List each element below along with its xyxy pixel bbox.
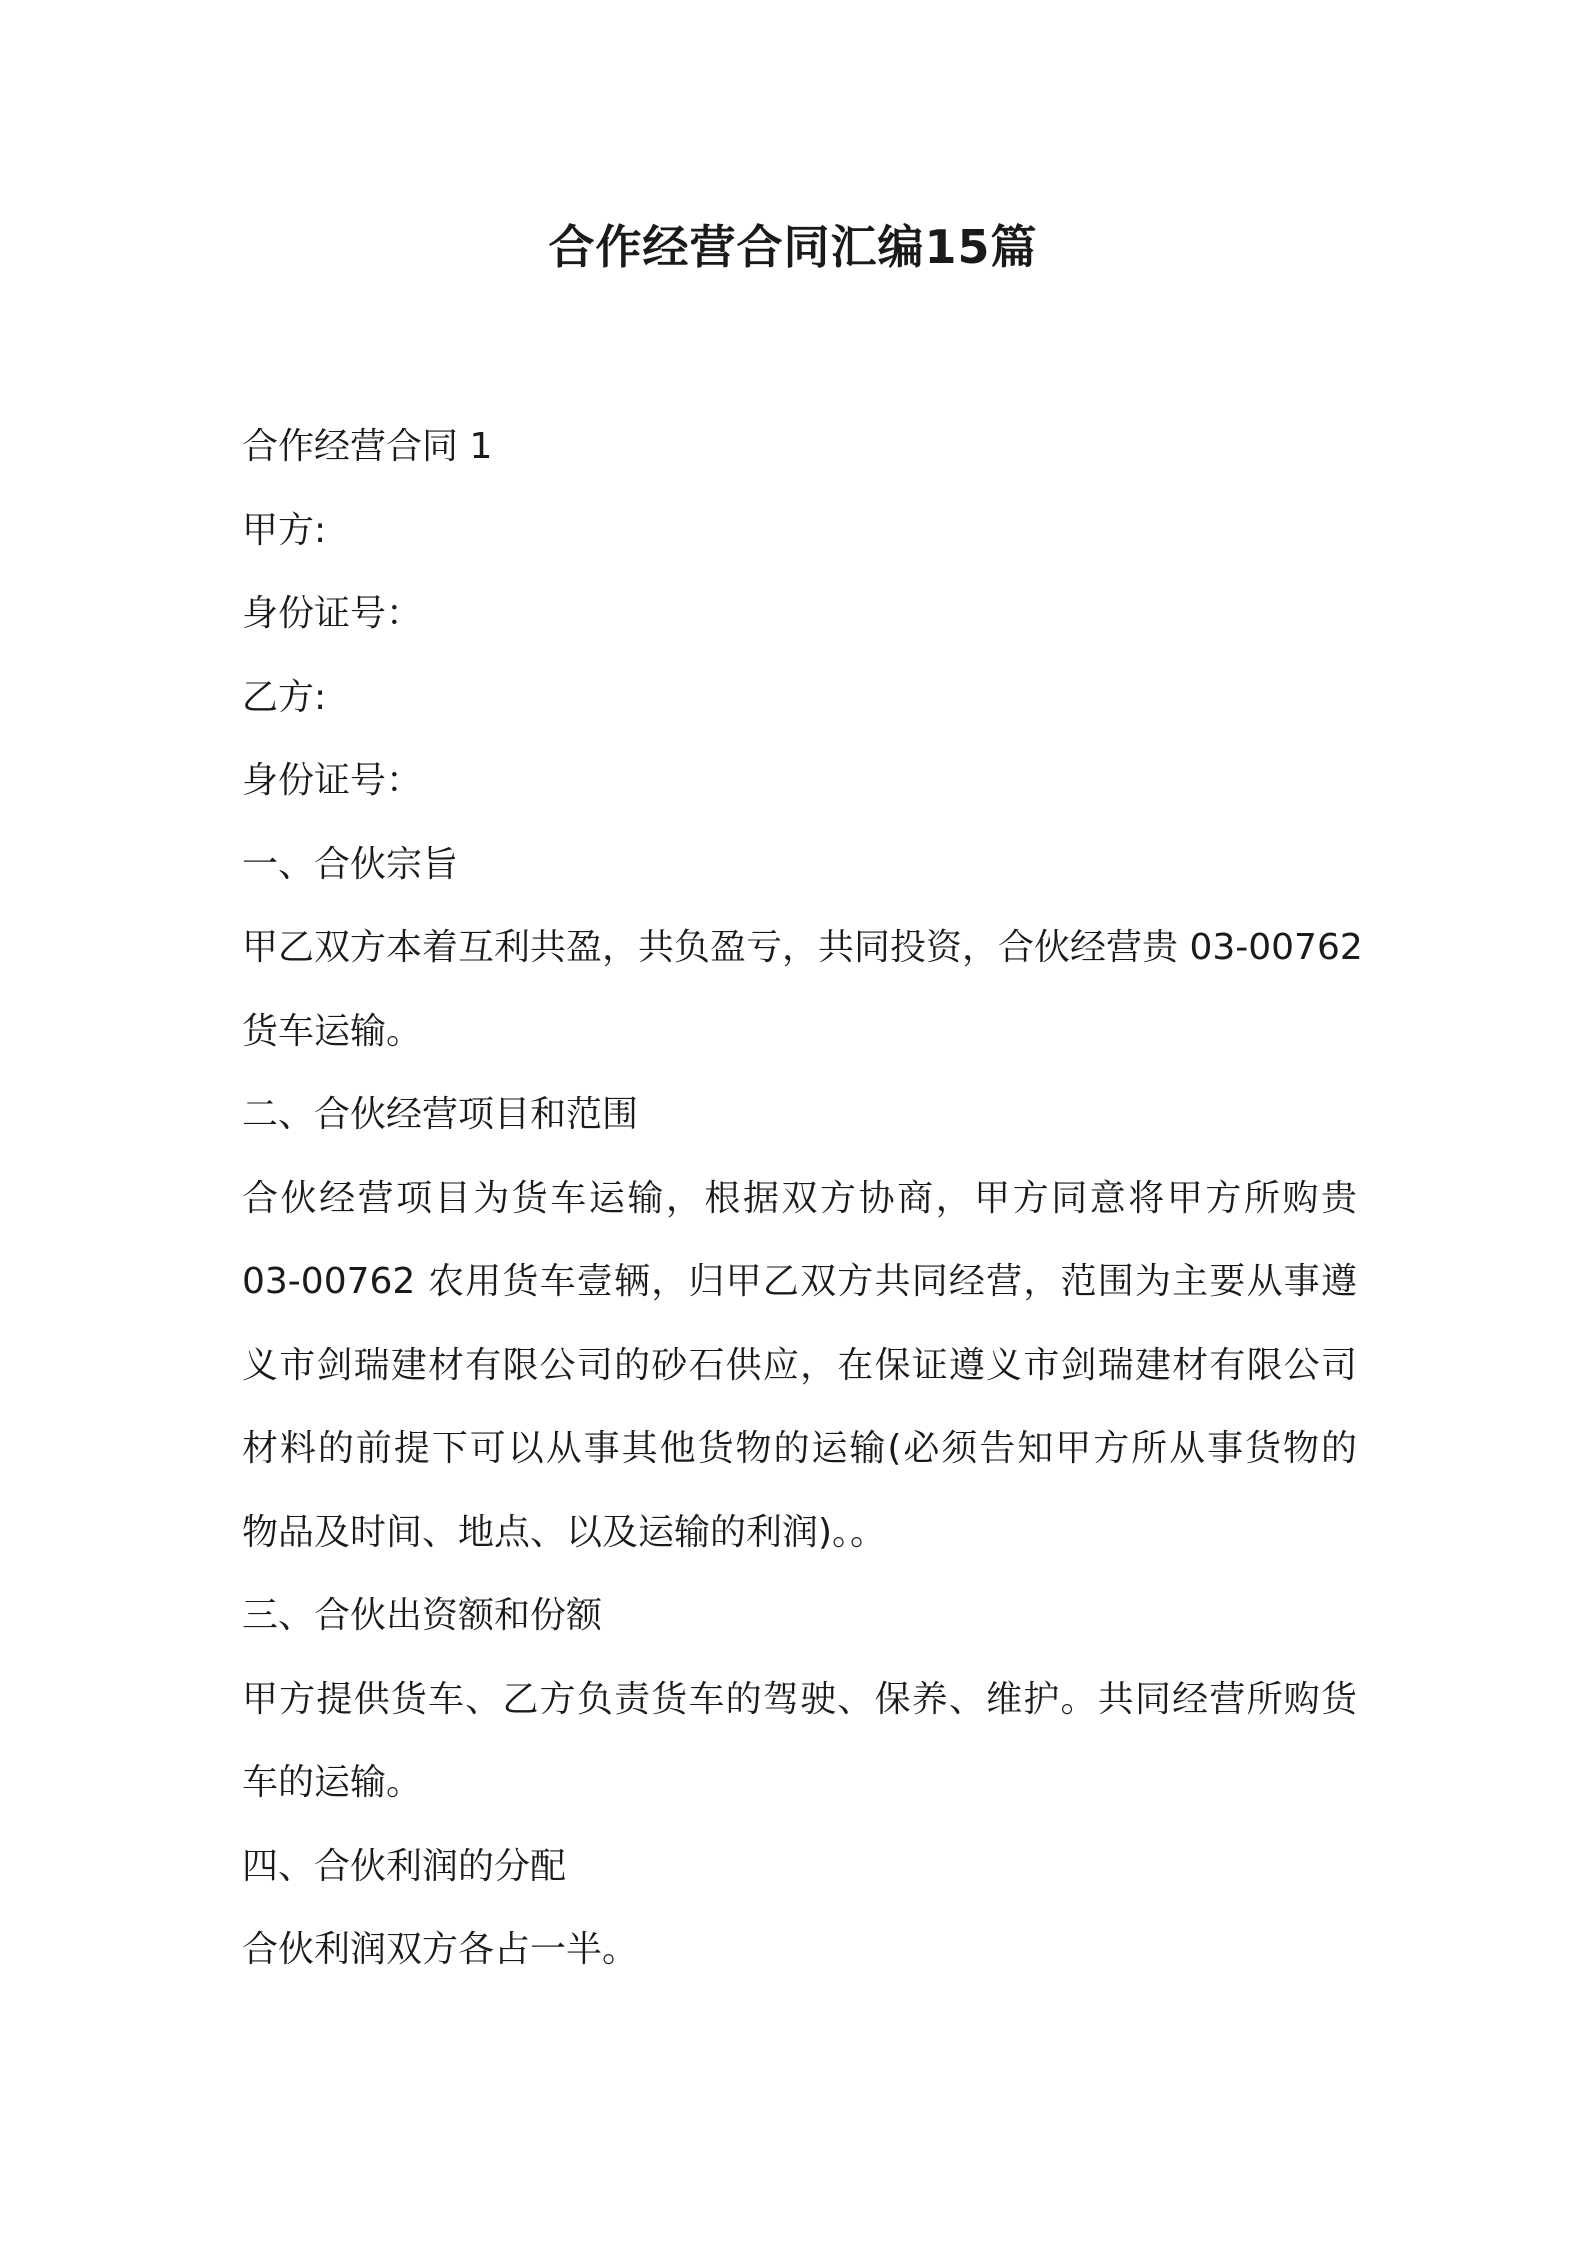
paragraph-line: 合伙经营项目为货车运输，根据双方协商，甲方同意将甲方所购贵 [242,1177,1357,1219]
party-b-id-label: 身份证号： [242,760,423,801]
paragraph-line: 车的运输。 [242,1762,423,1803]
contract-heading: 合作经营合同 1 [242,426,493,467]
party-a-label: 甲方: [242,509,327,551]
section-heading-contribution: 三、合伙出资额和份额 [242,1595,603,1636]
document-title: 合作经营合同汇编15篇 [548,220,1038,274]
document-body [242,405,1363,1992]
section-heading-scope: 二、合伙经营项目和范围 [242,1094,639,1135]
paragraph-line: 货车运输。 [242,1010,423,1052]
paragraph-line: 合伙利润双方各占一半。 [242,1929,639,1970]
party-b-label: 乙方: [242,676,327,718]
paragraph-line: 03-00762 农用货车壹辆，归甲乙双方共同经营，范围为主要从事遵 [242,1261,1357,1302]
paragraph-line: 材料的前提下可以从事其他货物的运输(必须告知甲方所从事货物的 [242,1428,1357,1469]
section-heading-profit: 四、合伙利润的分配 [242,1845,567,1887]
paragraph-line: 甲方提供货车、乙方负责货车的驾驶、保养、维护。共同经营所购货 [242,1678,1357,1720]
paragraph-line: 义市剑瑞建材有限公司的砂石供应，在保证遵义市剑瑞建材有限公司 [242,1344,1357,1386]
party-a-id-label: 身份证号： [242,593,423,634]
section-heading-purpose: 一、合伙宗旨 [242,843,459,885]
paragraph-line: 甲乙双方本着互利共盈，共负盈亏，共同投资，合伙经营贵 03-00762 [242,927,1363,968]
paragraph-line: 物品及时间、地点、以及运输的利润)。。 [242,1511,887,1553]
